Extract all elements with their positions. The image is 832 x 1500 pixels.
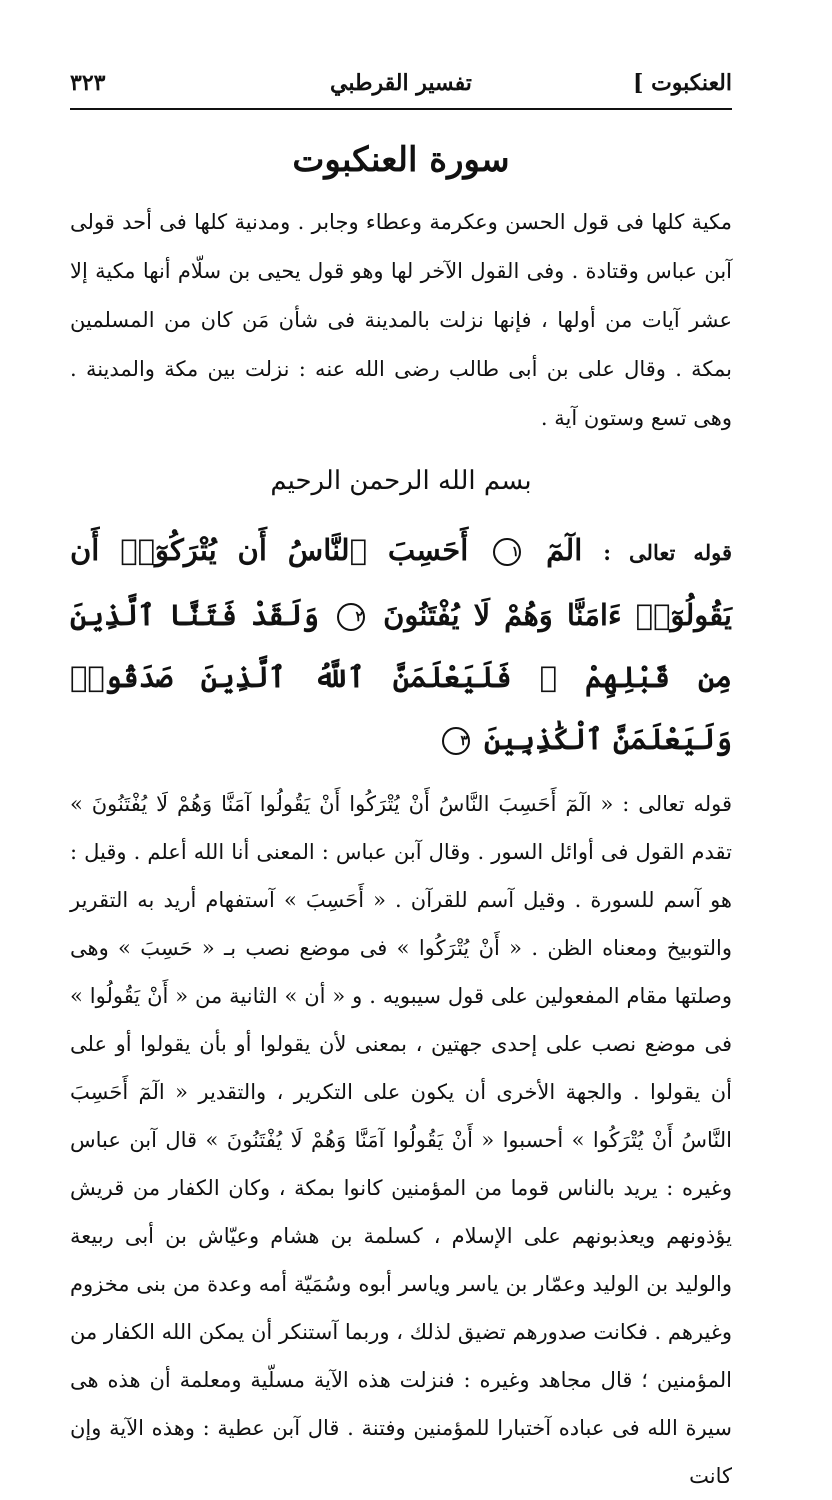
ayah-1-number: ١ [493, 538, 521, 566]
header-book-title: تفسير القرطبي [330, 70, 472, 96]
ayah-3-number: ٣ [442, 727, 470, 755]
intro-paragraph: مكية كلها فى قول الحسن وعكرمة وعطاء وجابر . ومدنية كلها فى أحد قولى آبن عباس وقتادة . وفى القول الآخر لها وهو قول يحيى بن سلّام أنها مكية إلا عشر آيات من أولها ، فإنها نزلت بالمدينة فى شأن مَن كان من المسلمين بمكة . وقال على بن أبى طالب رضى الله عنه : نزلت بين مكة والمدينة . وهى تسع وستون آية . [70, 210, 733, 430]
book-page [70, 60, 732, 1500]
page-number: ٣٢٣ [70, 70, 106, 96]
ayah-2-text: أَحَسِبَ ٱلنَّاسُ أَن يُتْرَكُوٓا۟ أَن يَقُولُوٓا۟ ءَامَنَّا وَهُمْ لَا يُفْتَنُونَ [70, 533, 733, 632]
verse-label: قوله تعالى : [603, 540, 732, 565]
ayah-2-number: ٢ [337, 603, 365, 631]
ayah-3-text: وَلَقَدْ فَتَنَّا ٱلَّذِينَ مِن قَبْلِهِمْ ۖ فَلَيَعْلَمَنَّ ٱللَّهُ ٱلَّذِينَ صَدَقُوا۟ وَلَيَعْلَمَنَّ ٱلْكَٰذِبِينَ [70, 598, 732, 756]
header-surah-name: العنكبوت ] [633, 70, 732, 96]
commentary-paragraph: قوله تعالى : « الٓمٓ أَحَسِبَ النَّاسُ أَنْ يُتْرَكُوا أَنْ يَقُولُوا آمَنَّا وَهُمْ لَا يُفْتَنُونَ » تقدم القول فى أوائل السور . وقال آبن عباس : المعنى أنا الله أعلم . وقيل : هو آسم للسورة . وقيل آسم للقرآن . « أَحَسِبَ » آستفهام أريد به التقرير والتوبيخ ومعناه الظن . « أَنْ يُتْرَكُوا » فى موضع نصب بـ « حَسِبَ » وهى وصلتها مقام المفعولين على قول سيبويه . و « أن » الثانية من « أَنْ يَقُولُوا » فى موضع نصب على إحدى جهتين ، بمعنى لأن يقولوا أو بأن يقولوا أو على أن يقولوا . والجهة الأخرى أن يكون على التكرير ، والتقدير « الٓمٓ أَحَسِبَ النَّاسُ أَنْ يُتْرَكُوا » أحسبوا « أَنْ يَقُولُوا آمَنَّا وَهُمْ لَا يُفْتَنُونَ » قال آبن عباس وغيره : يريد بالناس قوما من المؤمنين كانوا بمكة ، وكان الكفار من قريش يؤذونهم ويعذبونهم على الإسلام ، كسلمة بن هشام وعيّاش بن أبى ربيعة والوليد بن الوليد وعمّار بن ياسر وياسر أبوه وسُمَيّة أمه وعدة من بنى مخزوم وغيرهم . فكانت صدورهم تضيق لذلك ، وربما آستنكر أن يمكن الله الكفار من المؤمنين ؛ قال مجاهد وغيره : فنزلت هذه الآية مسلّية ومعلمة أن هذه هى سيرة الله فى عباده آختبارا للمؤمنين وفتنة . قال آبن عطية : وهذه الآية وإن كانت [70, 792, 732, 1488]
quran-verses [70, 519, 732, 770]
ayah-1-text: الٓمٓ [546, 533, 583, 567]
surah-title: سورة العنكبوت [292, 140, 510, 180]
running-header [70, 60, 732, 110]
basmala: بسم الله الرحمن الرحيم [270, 466, 532, 496]
